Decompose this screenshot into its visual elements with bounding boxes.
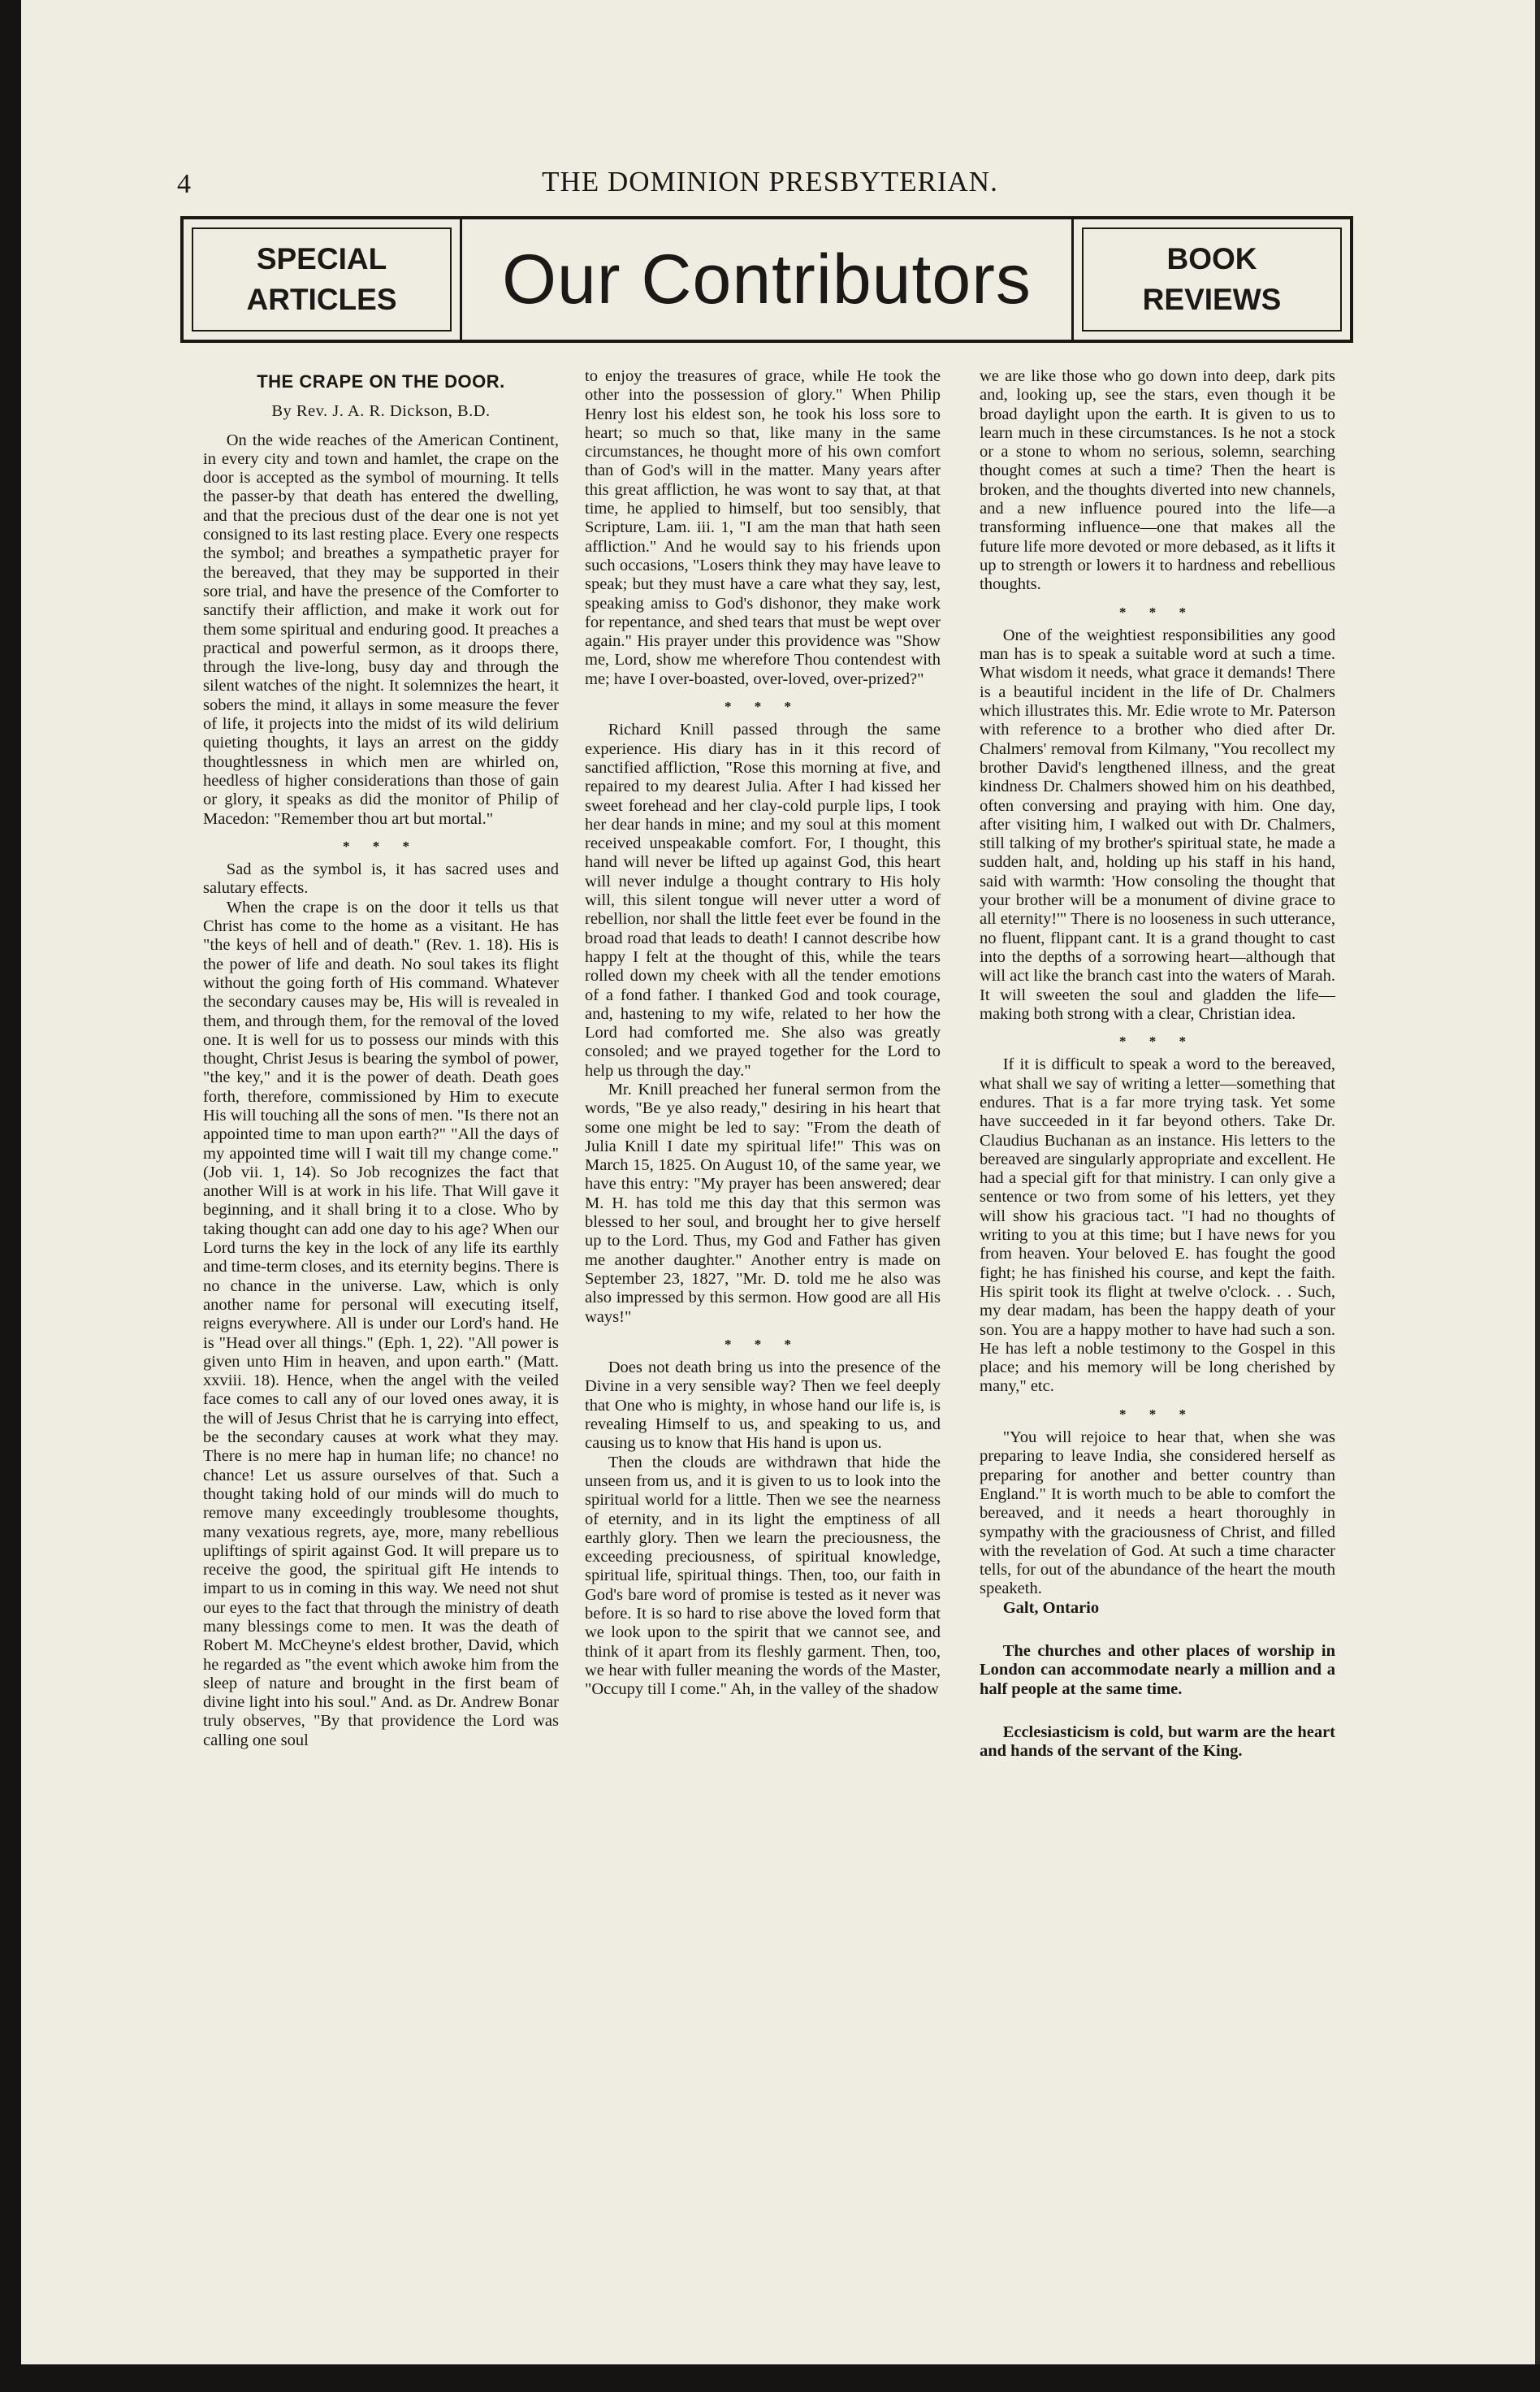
section-separator: * * * bbox=[725, 1336, 801, 1352]
column-2 bbox=[585, 367, 941, 1699]
banner-left-line2: ARTICLES bbox=[246, 283, 397, 316]
paragraph: If it is difficult to speak a word to the bereaved, what shall we say of writing a letter—something that endures. That is a far more trying task. Yet some have succeeded in it far beyond others. Take Dr. Claudius Buchanan as an instance. His letters to the bereaved are singularly appropriate and excellent. He had a special gift for that ministry. I can only give a sentence or two from some of his letters, yet they will show his gracious tact. "I had no thoughts of writing to you at this time; but I have news for you from heaven. Your beloved E. has fought the good fight; he has finished his course, and kept the faith. His spirit took its flight at twelve o'clock. . . Such, my dear madam, has been the happy death of your son. You are a happy mother to have had such a son. He has left a noble testimony to the Gospel in this place; and his memory will be long cherished by many," etc. bbox=[980, 1055, 1335, 1396]
banner-left-line1: SPECIAL bbox=[256, 242, 387, 275]
paragraph: Does not death bring us into the presence of the Divine in a very sensible way? Then we feel deeply that One who is mighty, in whose hand our life is, is revealing Himself to us, and speaking to us, and causing us to know that His hand is upon us. bbox=[585, 1358, 941, 1453]
section-separator: * * * bbox=[1119, 1406, 1196, 1422]
article-signoff: Galt, Ontario bbox=[1002, 1598, 1100, 1617]
article-byline: By Rev. J. A. R. Dickson, B.D. bbox=[271, 402, 491, 421]
paragraph: Mr. Knill preached her funeral sermon from the words, "Be ye also ready," desiring in his heart that some one might be led to say: "From the death of Julia Knill I date my spiritual life!" This was on March 15, 1825. On August 10, of the same year, we have this entry: "My prayer has been answered; dear M. H. has told me this day that this sermon was blessed to her soul, and brought her to give herself up to the Lord. Thus, my God and Father has given me another daughter." Another entry is made on September 23, 1827, "Mr. D. told me he also was also impressed by this sermon. How good are all His ways!" bbox=[585, 1080, 941, 1326]
section-separator: * * * bbox=[1119, 1034, 1196, 1050]
scan-border-bottom bbox=[0, 2364, 1540, 2392]
running-head: THE DOMINION PRESBYTERIAN. bbox=[542, 166, 998, 197]
book-reviews-box bbox=[1082, 228, 1342, 332]
banner-right-line2: REVIEWS bbox=[1142, 283, 1282, 316]
paragraph: Then the clouds are withdrawn that hide the unseen from us, and it is given to us to look into the spiritual world for a little. Then we see the nearness of eternity, and in its light the emptiness of all earthly glory. Then we learn the preciousness, the exceeding preciousness, of spiritual knowledge, spiritual life, spiritual things. Then, too, our faith in God's bare word of promise is tested as it never was before. It is so hard to rise above the loved form that we look upon to the spirit that we cannot see, and think of it apart from its fleshly garment. Then, too, we hear with fuller meaning the words of the Master, "Occupy till I come." Ah, in the valley of the shadow bbox=[585, 1453, 941, 1699]
scan-border-left bbox=[0, 0, 21, 2392]
section-banner bbox=[180, 216, 1353, 343]
paragraph: One of the weightiest responsibilities any good man has is to speak a suitable word at such a time. What wisdom it needs, what grace it demands! There is a beautiful incident in the life of Dr. Chalmers which illustrates this. Mr. Edie wrote to Mr. Paterson with reference to a brother who died after Dr. Chalmers' removal from Kilmany, "You recollect my brother David's lengthened illness, and the great kindness Dr. Chalmers showed him on his deathbed, often conversing and praying with him. One day, after visiting him, I walked out with Dr. Chalmers, still talking of my brother's spiritual state, he made a sudden halt, and, holding up his staff in his hand, said with warmth: 'How consoling the thought that your brother will be a monument of divine grace to all eternity!'" There is no looseness in such utterance, no fluent, flippant cant. It is a grand thought to cast into the depths of a sorrowing heart—although that will act like the branch cast into the waters of Marah. It will sweeten the soul and gladden the life—making both strong with a clear, Christian idea. bbox=[980, 626, 1335, 1023]
special-articles-box bbox=[192, 228, 452, 332]
page-number: 4 bbox=[177, 169, 191, 199]
scan-border-right bbox=[1535, 0, 1540, 2392]
paragraph: Sad as the symbol is, it has sacred uses and salutary effects. bbox=[203, 860, 559, 898]
news-note: Ecclesiasticism is cold, but warm are the heart and hands of the servant of the King. bbox=[980, 1722, 1335, 1761]
section-separator: * * * bbox=[725, 699, 801, 715]
paragraph: On the wide reaches of the American Continent, in every city and town and hamlet, the crape on the door is accepted as the symbol of mourning. It tells the passer-by that death has entered the dwelling, and that the precious dust of the dear one is not yet consigned to its last resting place. Every one respects the symbol; and breathes a sympathetic prayer for the bereaved, that they may be supported in their sore trial, and have the presence of the Comforter to sanctify their affliction, and make it work out for them some spiritual and enduring good. It preaches a practical and powerful sermon, as it droops there, through the live-long, busy day and through the silent watches of the night. It solemnizes the heart, it sobers the mind, it allays in some measure the fever of life, it projects into the midst of its wild delirium quieting thoughts, it lays an arrest on the giddy thoughtlessness in which men are whirled on, heedless of higher considerations than those of gain or glory, it speaks as did the monitor of Philip of Macedon: "Remember thou art but mortal." bbox=[203, 431, 559, 828]
section-separator: * * * bbox=[343, 838, 419, 854]
article-title: THE CRAPE ON THE DOOR. bbox=[257, 371, 505, 392]
paragraph: we are like those who go down into deep, dark pits and, looking up, see the stars, even though it be broad daylight upon the earth. It is given to us to learn much in these circumstances. Is he not a stock or a stone to whom no serious, solemn, searching thought comes at such a time? Then the heart is broken, and the thoughts diverted into new channels, and a new influence poured into the life—a transforming influence—one that makes all the future life more devoted or more debased, as it lifts it up to strength or lowers it to hardness and rebellious thoughts. bbox=[980, 367, 1335, 594]
banner-right-line1: BOOK bbox=[1166, 242, 1257, 275]
section-separator: * * * bbox=[1119, 604, 1196, 620]
column-3 bbox=[980, 367, 1335, 1761]
paragraph: to enjoy the treasures of grace, while He took the other into the possession of glory." When Philip Henry lost his eldest son, he took his loss sore to heart; so much so that, like many in the same circumstances, he thought more of his own comfort than of God's will in the matter. Many years after this great affliction, he was wont to say that, at that time, he applied to himself, but too sensibly, that Scripture, Lam. iii. 1, "I am the man that hath seen affliction." And he would say to his friends upon such occasions, "Losers think they may have leave to speak; but they must have a care what they say, lest, speaking amiss to God's dishonor, they make work for repentance, and shed tears that must be wept over again." His prayer under this providence was "Show me, Lord, show me wherefore Thou contendest with me; have I over-boasted, over-loved, over-prized?" bbox=[585, 367, 941, 688]
paragraph: When the crape is on the door it tells us that Christ has come to the home as a visitant. He has "the keys of hell and of death." (Rev. 1. 18). His is the power of life and death. No soul takes its flight without the going forth of His command. Whatever the secondary causes may be, His will is revealed in them, and through them, for the removal of the loved one. It is well for us to possess our minds with this thought, Christ Jesus is bearing the symbol of power, "the key," and it is the power of death. Death goes forth, therefore, commissioned by Him to execute His will touching all the sons of men. "Is there not an appointed time to man upon earth?" "All the days of my appointed time will I wait till my change come." (Job vii. 1, 14). So Job recognizes the fact that another Will is at work in his life. That Will gave it beginning, and it shall bring it to a close. Who by taking thought can add one day to his age? When our Lord turns the key in the lock of any life its earthly and time-term closes, and its eternity begins. There is no chance in the universe. Law, which is only another name for personal will executing itself, reigns everywhere. All is under our Lord's hand. He is "Head over all things." (Eph. 1, 22). "All power is given unto Him in heaven, and upon earth." (Matt. xxviii. 18). Hence, when the angel with the veiled face comes to call any of our loved ones away, it is the will of Jesus Christ that he is carrying into effect, be the secondary causes at work what they may. There is no mere hap in human life; no chance! no chance! Let us assure ourselves of that. Such a thought taking hold of our minds will do much to remove many exceedingly troublesome thoughts, many vexatious regrets, aye, more, many rebellious upliftings of spirit against God. It will prepare us to receive the good, the spiritual gift He intends to impart to us in coming in this way. We need not shut our eyes to the fact that through the ministry of death many blessings come to men. It was the death of Robert M. McCheyne's eldest brother, David, which he regarded as "the event which awoke him from the sleep of nature and brought in the first beam of divine light into his soul." And. as Dr. Andrew Bonar truly observes, "By that providence the Lord was calling one soul bbox=[203, 898, 559, 1749]
news-note: The churches and other places of worship in London can accommodate nearly a million and a half people at the same time. bbox=[980, 1642, 1335, 1698]
paragraph: "You will rejoice to hear that, when she was preparing to leave India, she considered herself as preparing for another and better country than England." It is worth much to be able to comfort the bereaved, and it needs a heart thoroughly in sympathy with the graciousness of Christ, and filled with the revelation of God. At such a time character tells, for out of the abundance of the heart the mouth speaketh. bbox=[980, 1428, 1335, 1598]
paragraph: Richard Knill passed through the same experience. His diary has in it this record of sanctified affliction, "Rose this morning at five, and repaired to my dearest Julia. After I had kissed her sweet forehead and her clay-cold purple lips, I took her dear hands in mine; and my soul at this moment received unspeakable comfort. For, I thought, this hand will never be lifted up against God, this heart will never indulge a thought contrary to His holy will, this silent tongue will never utter a word of rebellion, nor shall the little feet ever be found in the broad road that leads to death! I cannot describe how happy I felt at the thought of this, while the tears rolled down my cheek with all the tender emotions of a fond father. I thanked God and took courage, and, hastening to my wife, related to her how the Lord had comforted me. She also was greatly consoled; and we prayed together for the Lord to help us through the day." bbox=[585, 721, 941, 1080]
section-title: Our Contributors bbox=[460, 219, 1074, 340]
column-1 bbox=[203, 367, 559, 1750]
